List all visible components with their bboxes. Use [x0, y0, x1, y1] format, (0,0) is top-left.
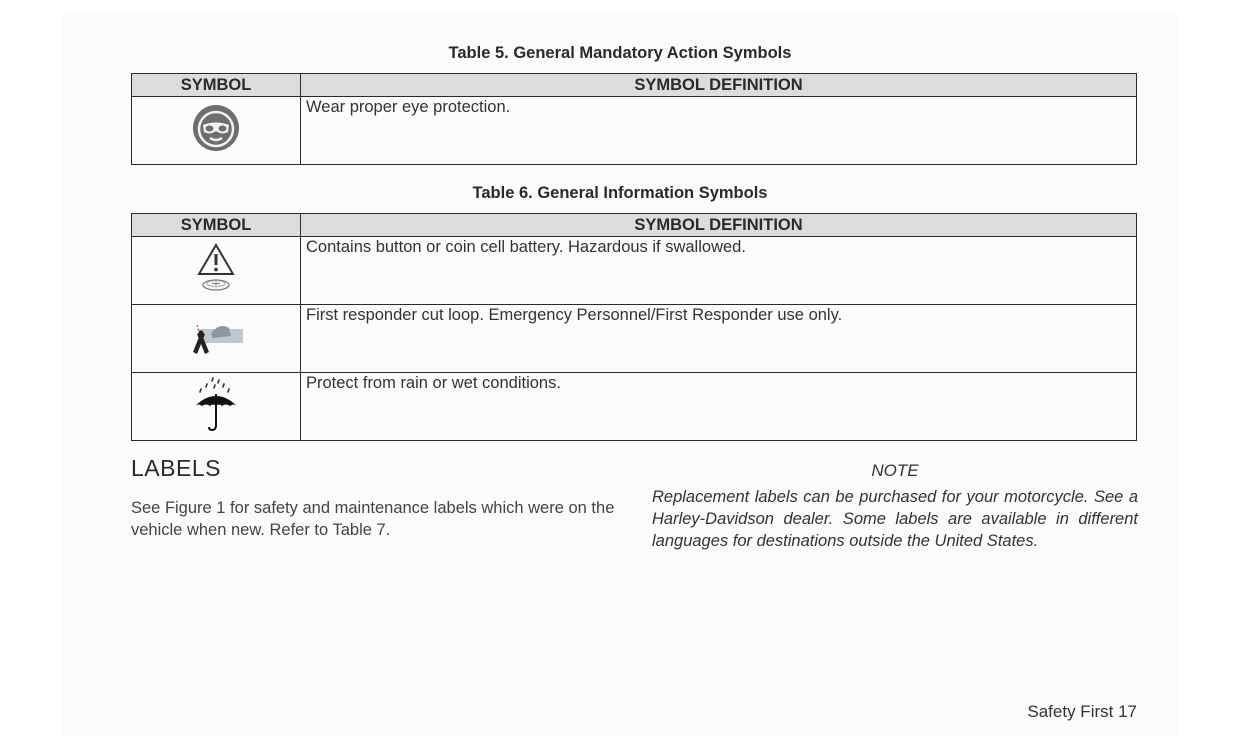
- table-row: [132, 305, 1137, 373]
- definition-cell: Contains button or coin cell battery. Hazardous if swallowed.: [301, 237, 1137, 305]
- definition-cell: Wear proper eye protection.: [301, 97, 1137, 165]
- table-row: [132, 373, 1137, 441]
- table-row: [132, 237, 1137, 305]
- first-responder-cut-loop-icon: [185, 316, 247, 356]
- table6-header-symbol: SYMBOL: [132, 214, 301, 237]
- table6-header-definition: SYMBOL DEFINITION: [301, 214, 1137, 237]
- table5-caption: Table 5. General Mandatory Action Symbols: [448, 44, 792, 62]
- labels-paragraph: See Figure 1 for safety and maintenance labels which were on the vehicle when new. Refer to Table 7.: [131, 499, 615, 539]
- table6: [131, 213, 1137, 441]
- note-paragraph: Replacement labels can be purchased for your motorcycle. See a Harley-Davidson dealer. Some labels are available in different languages for destinations outside the United States.: [652, 488, 1138, 550]
- table5-header-row: [132, 74, 1137, 97]
- table6-header-row: [132, 214, 1137, 237]
- table5: [131, 73, 1137, 165]
- table5-header-definition: SYMBOL DEFINITION: [301, 74, 1137, 97]
- note-heading: NOTE: [871, 461, 919, 480]
- definition-cell: First responder cut loop. Emergency Personnel/First Responder use only.: [301, 305, 1137, 373]
- table-row: [132, 97, 1137, 165]
- symbol-cell: [132, 237, 301, 305]
- labels-heading: LABELS: [131, 455, 221, 481]
- page-footer: Safety First 17: [1027, 702, 1137, 721]
- umbrella-rain-icon: [191, 376, 241, 432]
- coin-battery-warning-icon: [196, 242, 236, 294]
- table6-caption: Table 6. General Information Symbols: [472, 184, 768, 202]
- table5-header-symbol: SYMBOL: [132, 74, 301, 97]
- symbol-cell: [132, 97, 301, 165]
- symbol-cell: [132, 373, 301, 441]
- eye-protection-icon: [192, 104, 240, 152]
- symbol-cell: [132, 305, 301, 373]
- definition-cell: Protect from rain or wet conditions.: [301, 373, 1137, 441]
